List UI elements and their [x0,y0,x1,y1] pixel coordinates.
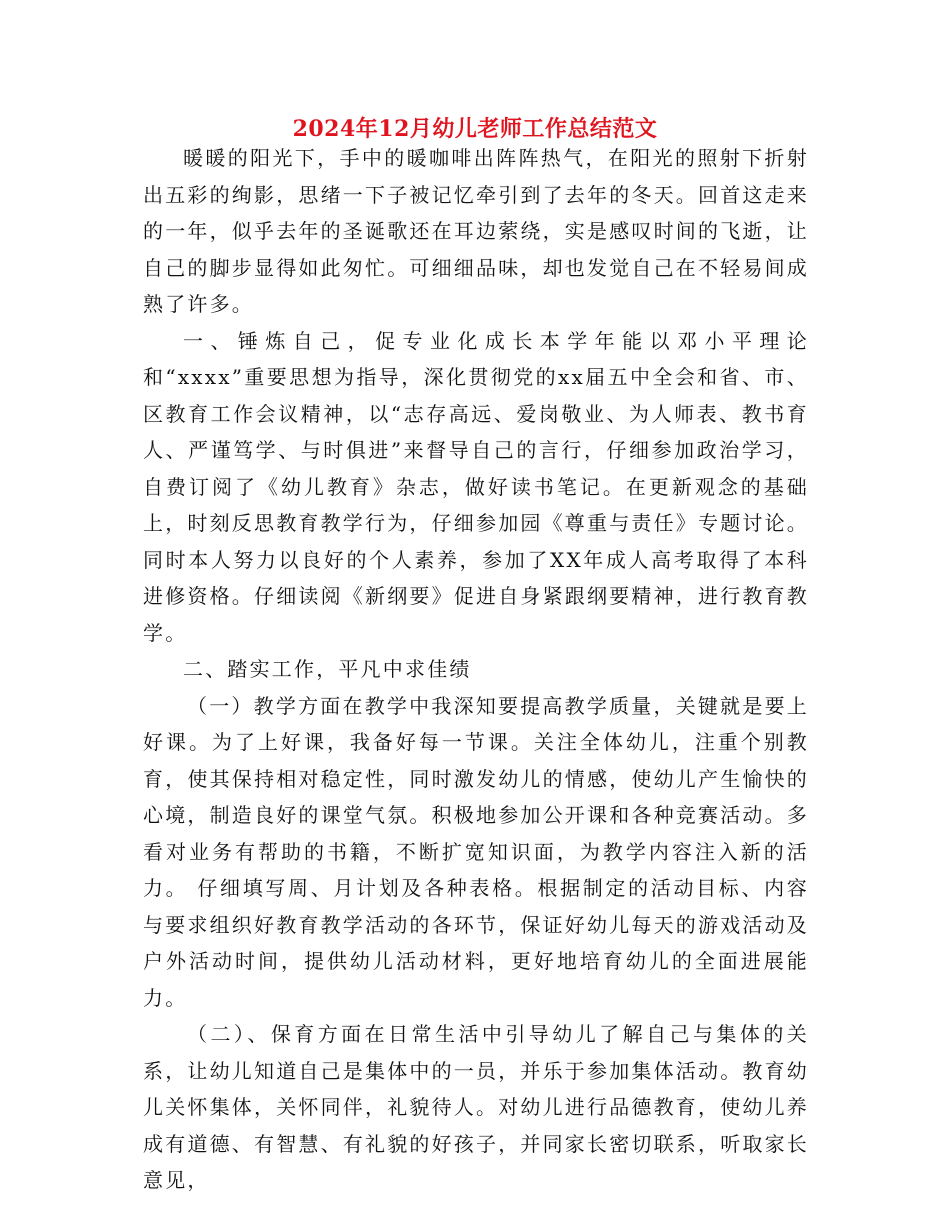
paragraph-section-2-heading: 二、踏实工作，平凡中求佳绩 [183,657,472,681]
paragraph-intro: 暖暖的阳光下，手中的暖咖啡出阵阵热气，在阳光的照射下折射出五彩的绚影，思绪一下子被记忆牵引到了去年的冬天。回首这走来的一年，似乎去年的圣诞歌还在耳边萦绕，实是感叹时间的飞逝，让自己的脚步显得如此匆忙。可细细品味，却也发觉自己在不轻易间成熟了许多。 [143,146,809,316]
document-body [143,140,809,1199]
paragraph-care: （二）、保育方面在日常生活中引导幼儿了解自己与集体的关系，让幼儿知道自己是集体中的一员，并乐于参加集体活动。教育幼儿关怀集体，关怀同伴，礼貌待人。对幼儿进行品德教育，使幼儿养成有道德、有智慧、有礼貌的好孩子，并同家长密切联系，听取家长意见， [143,1022,809,1192]
paragraph-teaching: （一）教学方面在教学中我深知要提高教学质量，关键就是要上好课。为了上好课，我备好每一节课。关注全体幼儿，注重个别教育，使其保持相对稳定性，同时激发幼儿的情感，使幼儿产生愉快的心境，制造良好的课堂气氛。积极地参加公开课和各种竞赛活动。多看对业务有帮助的书籍，不断扩宽知识面，为教学内容注入新的活力。 仔细填写周、月计划及各种表格。根据制定的活动目标、内容与要求组织好教育教学活动的各环节，保证好幼儿每天的游戏活动及户外活动时间，提供幼儿活动材料，更好地培育幼儿的全面进展能力。 [143,693,809,1010]
document-title: 2024年12月幼儿老师工作总结范文 [292,116,658,142]
paragraph-section-1: 一、锤炼自己，促专业化成长本学年能以邓小平理论和“xxxx”重要思想为指导，深化贯彻党的xx届五中全会和省、市、区教育工作会议精神，以“志存高远、爱岗敬业、为人师表、教书育人、严谨笃学、与时俱进”来督导自己的言行，仔细参加政治学习，自费订阅了《幼儿教育》杂志，做好读书笔记。在更新观念的基础上，时刻反思教育教学行为，仔细参加园《尊重与责任》专题讨论。同时本人努力以良好的个人素养，参加了XX年成人高考取得了本科进修资格。仔细读阅《新纲要》促进自身紧跟纲要精神，进行教育教学。 [143,328,809,645]
